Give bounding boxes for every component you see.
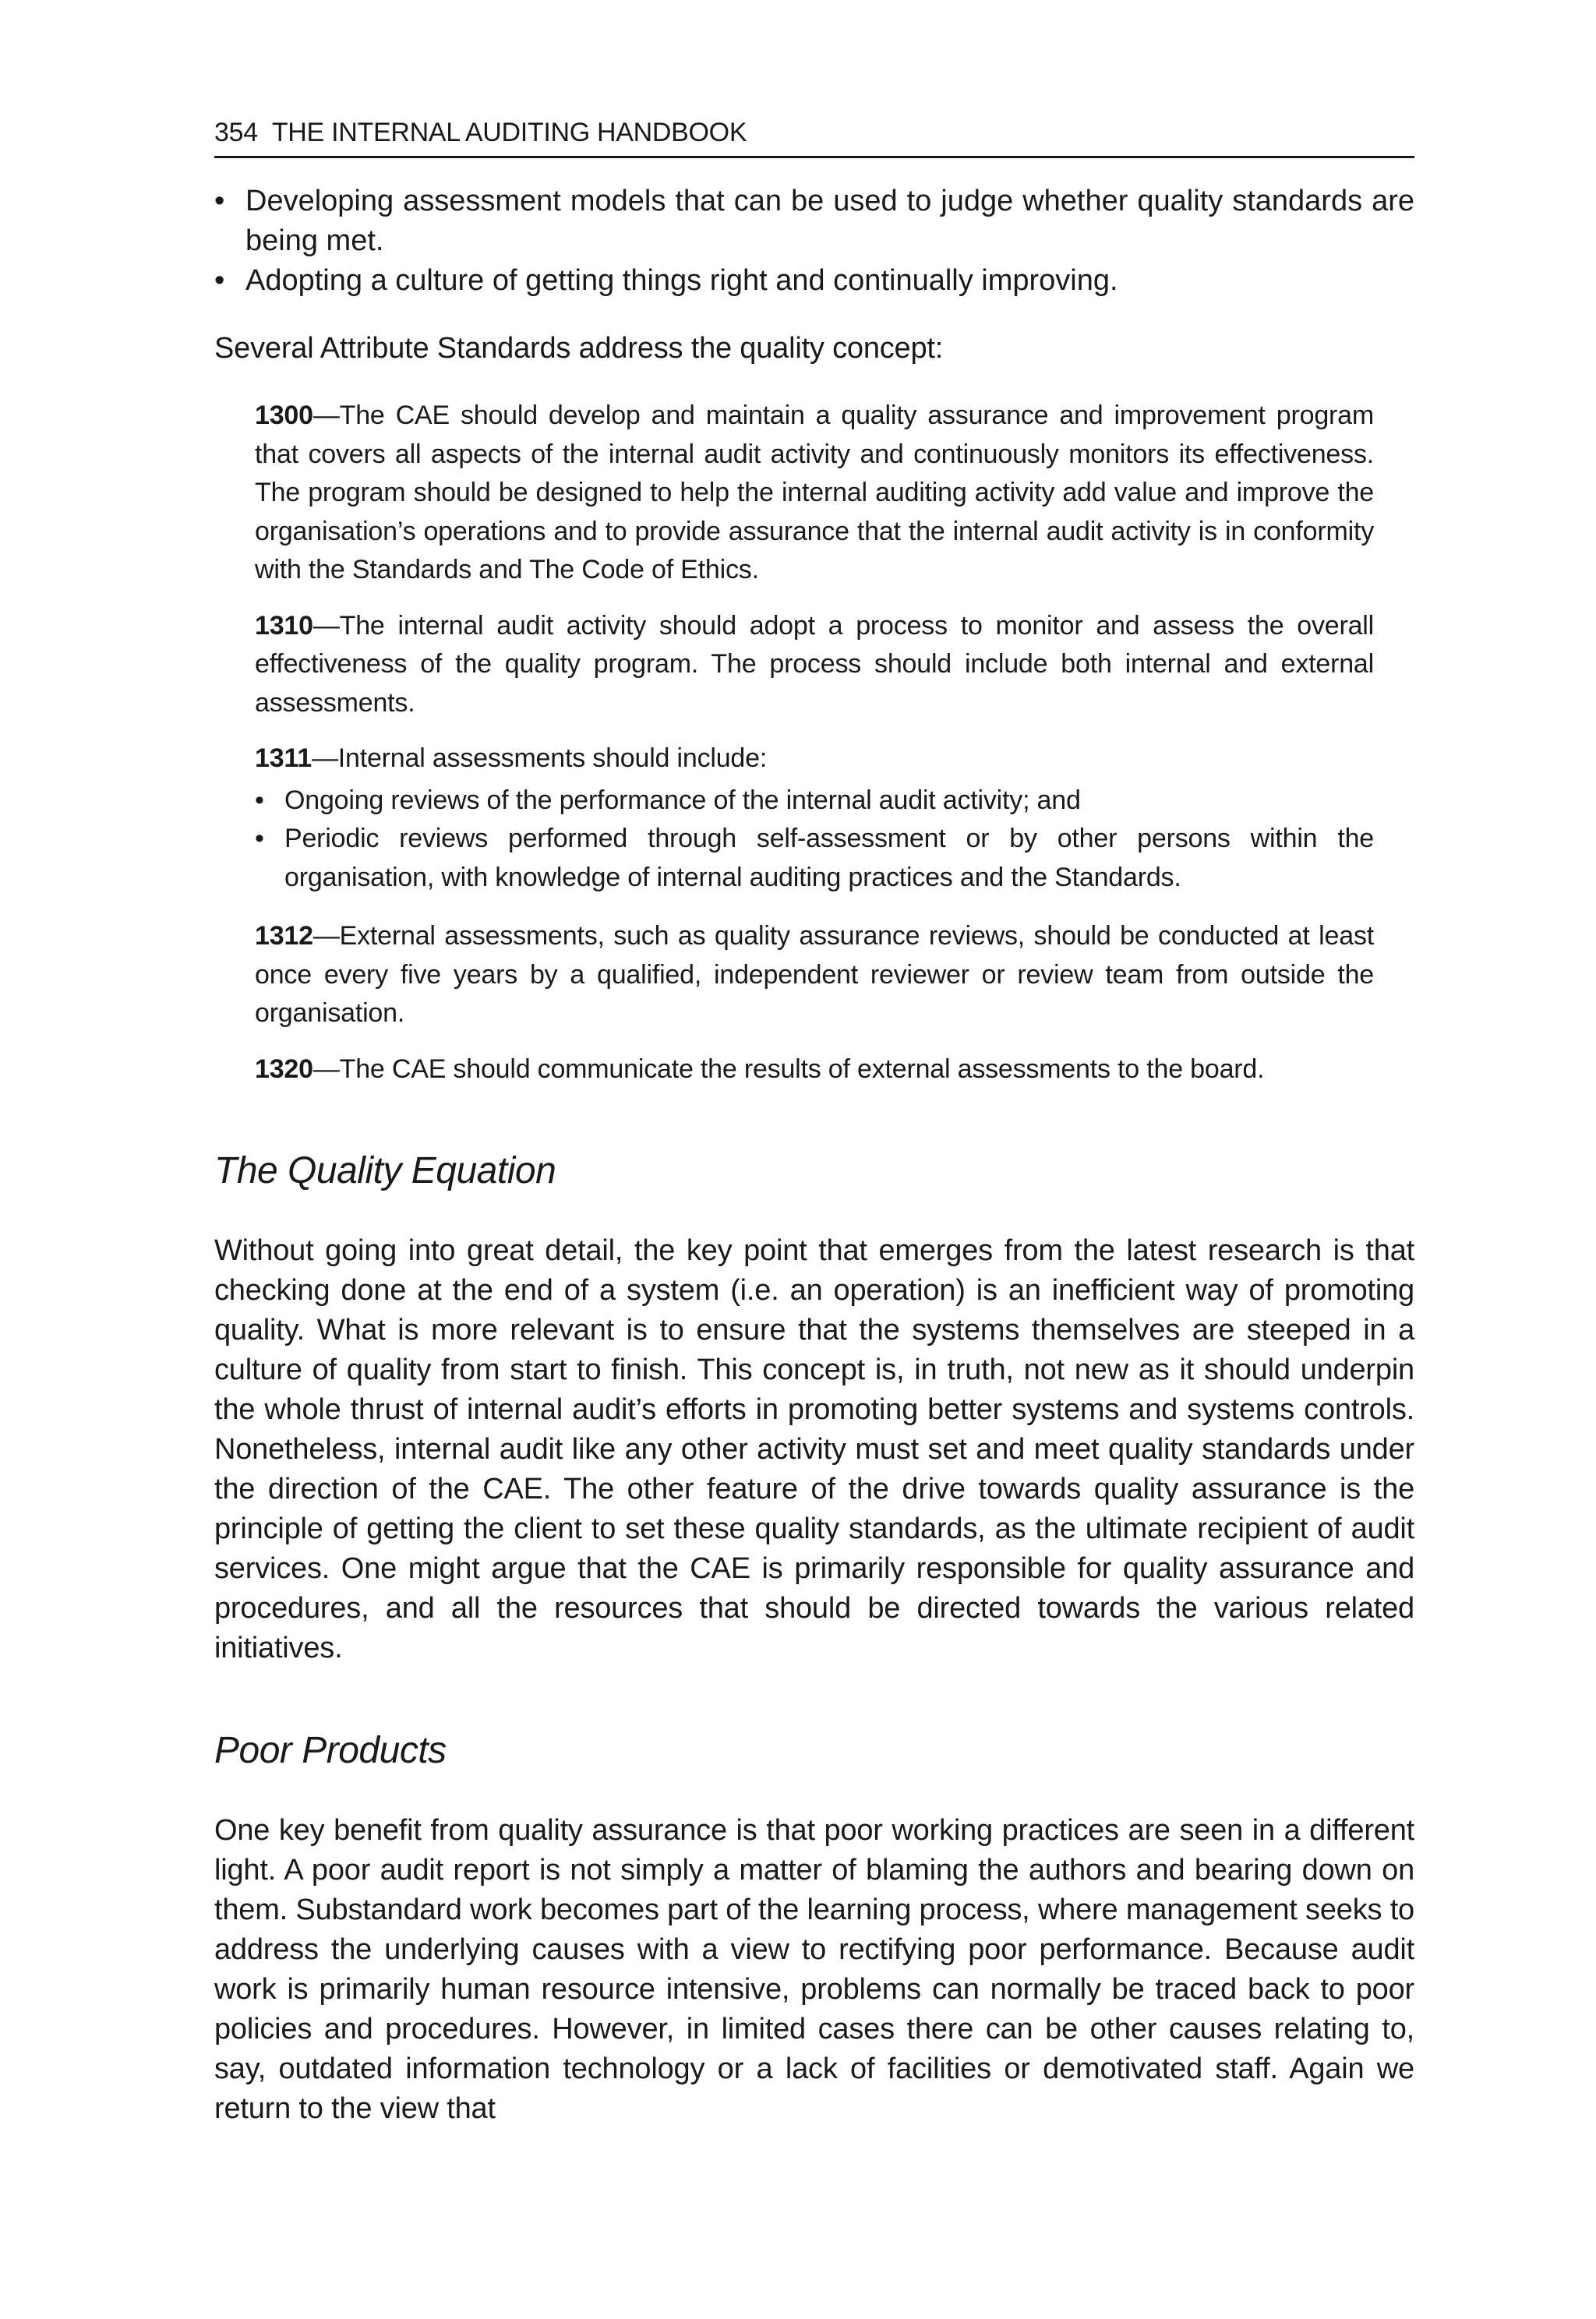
- standard-code: 1300: [255, 401, 313, 430]
- page-number: 354: [214, 118, 258, 147]
- standard-code: 1320: [255, 1054, 313, 1084]
- running-header: [214, 117, 1414, 158]
- section-body-quality-equation: Without going into great detail, the key point that emerges from the latest research is that checking done at the end of a system (i.e. an operation) is an inefficient way of promoting quality. What is more relevant is to ensure that the systems themselves are steeped in a culture of quality from start to finish. This concept is, in truth, not new as it should underpin the whole thrust of internal audit’s efforts in promoting better systems and systems controls. Nonetheless, internal audit like any other activity must set and meet quality standards under the direction of the CAE. The other feature of the drive towards quality assurance is the principle of getting the client to set these quality standards, as the ultimate recipient of audit services. One might argue that the CAE is primarily responsible for quality assurance and procedures, and all the resources that should be directed towards the various related initiatives.: [214, 1234, 1414, 1664]
- standard-text: —The internal audit activity should adopt a process to monitor and assess the overall effectiveness of the quality program. The process should include both internal and external assessments.: [255, 610, 1374, 718]
- standards-block: [255, 397, 1374, 1089]
- standard-1310: [255, 607, 1374, 723]
- intro-paragraph: Several Attribute Standards address the quality concept:: [214, 332, 944, 365]
- standard-1320: [255, 1050, 1374, 1089]
- list-item: • Developing assessment models that can be used to judge whether quality standards are being met.: [214, 182, 1414, 261]
- section-body-poor-products: One key benefit from quality assurance is that poor working practices are seen in a different light. A poor audit report is not simply a matter of blaming the authors and bearing down on them. Substandard work becomes part of the learning process, where management seeks to address the underlying causes with a view to rectifying poor performance. Because audit work is primarily human resource intensive, problems can normally be traced back to poor policies and procedures. However, in limited cases there can be other causes relating to, say, outdated information technology or a lack of facilities or demotivated staff. Again we return to the view that: [214, 1814, 1414, 2125]
- list-item: • Periodic reviews performed through self-assessment or by other persons within the organisation, with knowledge of internal auditing practices and the Standards.: [255, 820, 1374, 897]
- list-item: • Ongoing reviews of the performance of the internal audit activity; and: [255, 782, 1374, 821]
- standard-text: —The CAE should communicate the results of external assessments to the board.: [312, 1054, 1265, 1084]
- top-bullet-list: [214, 182, 1414, 301]
- standard-text: —Internal assessments should include:: [311, 743, 768, 773]
- standard-text: —The CAE should develop and maintain a quality assurance and improvement program that covers all aspects of the internal audit activity and continuously monitors its effectiveness. The program should be designed to help the internal auditing activity add value and improve the organisation’s operations and to provide assurance that the internal audit activity is in conformity with the Standards and The Code of Ethics.: [255, 401, 1374, 584]
- standard-code: 1310: [255, 610, 313, 641]
- standard-1311-bullets: [255, 782, 1374, 898]
- standard-code: 1311: [255, 743, 312, 773]
- book-title: THE INTERNAL AUDITING HANDBOOK: [271, 118, 747, 147]
- book-page: [214, 117, 1414, 2129]
- standard-code: 1312: [255, 921, 313, 951]
- section-heading-poor-products: Poor Products: [214, 1730, 447, 1771]
- list-item: • Adopting a culture of getting things right and continually improving.: [214, 261, 1414, 301]
- standard-1311: [255, 739, 1374, 778]
- section-heading-quality-equation: The Quality Equation: [214, 1150, 556, 1191]
- standard-1300: [255, 397, 1374, 590]
- standard-text: —External assessments, such as quality assurance reviews, should be conducted at least once every five years by a qualified, independent reviewer or review team from outside the organisation.: [255, 921, 1374, 1028]
- standard-1312: [255, 917, 1374, 1033]
